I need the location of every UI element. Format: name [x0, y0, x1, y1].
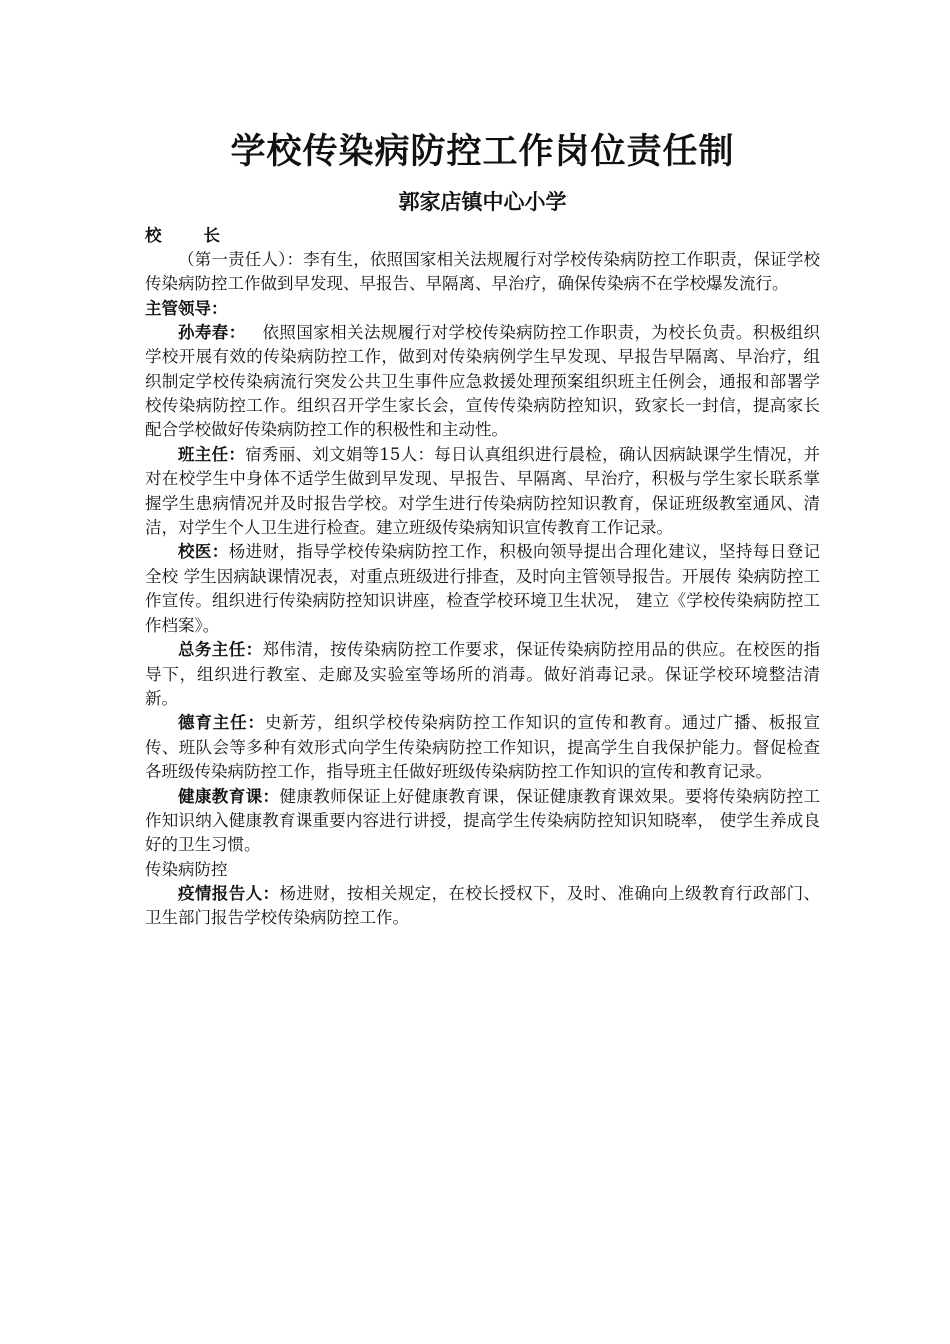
doctor-lead: 校医：	[178, 542, 229, 562]
document-page	[145, 126, 820, 931]
moral-body: 史新芳，组织学校传染病防控工作知识的宣传和教育。通过广播、板报宣传、班队会等多种有效形式向学生传染病防控工作知识，提高学生自我保护能力。督促检查各班级传染病防控工作，指导班主任做好班级传染病防控工作知识的宣传和教育记录。	[145, 713, 820, 782]
teacher-body: 宿秀丽、刘文娟等15人：每日认真组织进行晨检，确认因病缺课学生情况，并对在校学生中身体不适学生做到早发现、早报告、早隔离、早治疗，积极与学生家长联系掌握学生患病情况并及时报告学校。对学生进行传染病防控知识教育，保证班级教室通风、清洁，对学生个人卫生进行检查。建立班级传染病知识宣传教育工作记录。	[145, 444, 821, 538]
general-body: 郑伟清，按传染病防控工作要求，保证传染病防控用品的供应。在校医的指导下，组织进行教室、走廊及实验室等场所的消毒。做好消毒记录。保证学校环境整洁清新。	[145, 640, 821, 708]
health-lead: 健康教育课：	[178, 786, 280, 806]
general-paragraph	[145, 638, 820, 711]
moral-paragraph	[145, 711, 820, 784]
principal-heading	[145, 224, 820, 248]
leader-heading: 主管领导：	[145, 298, 228, 318]
health-paragraph	[145, 785, 820, 858]
leader-name: 孙寿春：	[178, 322, 246, 342]
teacher-paragraph	[145, 443, 820, 541]
teacher-lead: 班主任：	[178, 444, 246, 464]
report-body: 杨进财，按相关规定，在校长授权下，及时、准确向上级教育行政部门、卫生部门报告学校传染病防控工作。	[145, 883, 821, 928]
general-lead: 总务主任：	[178, 640, 263, 660]
report-paragraph	[145, 882, 820, 931]
document-title: 学校传染病防控工作岗位责任制	[230, 132, 735, 172]
category-label: 传染病防控	[145, 859, 228, 879]
leader-paragraph	[145, 321, 820, 443]
moral-lead: 德育主任：	[178, 713, 265, 733]
leader-body: 依照国家相关法规履行对学校传染病防控工作职责，为校长负责。积极组织学校开展有效的传染病防控工作，做到对传染病例学生早发现、早报告早隔离、早治疗，组织制定学校传染病流行突发公共卫生事件应急救援处理预案组织班主任例会，通报和部署学校传染病防控工作。组织召开学生家长会，宣传传染病防控知识，致家长一封信，提高家长配合学校做好传染病防控工作的积极性和主动性。	[145, 322, 821, 440]
doctor-body: 杨进财，指导学校传染病防控工作，积极向领导提出合理化建议，坚持每日登记全校 学生因病缺课情况表，对重点班级进行排查，及时向主管领导报告。开展传 染病防控工作宣传。组织进行传染病防控知识讲座，检查学校环境卫生状况， 建立《学校传染病防控工作档案》。	[145, 542, 821, 635]
principal-heading-text: 校长	[145, 226, 262, 245]
document-subtitle: 郭家店镇中心小学	[398, 190, 567, 214]
doctor-paragraph	[145, 540, 820, 638]
principal-paragraph	[145, 248, 820, 297]
report-lead: 疫情报告人：	[178, 883, 280, 903]
principal-body: （第一责任人）：李有生，依照国家相关法规履行对学校传染病防控工作职责，保证学校传染病防控工作做到早发现、早报告、早隔离、早治疗，确保传染病不在学校爆发流行。	[145, 250, 820, 294]
health-body: 健康教师保证上好健康教育课，保证健康教育课效果。要将传染病防控工作知识纳入健康教育课重要内容进行讲授，提高学生传染病防控知识知晓率， 使学生养成良好的卫生习惯。	[145, 786, 821, 855]
